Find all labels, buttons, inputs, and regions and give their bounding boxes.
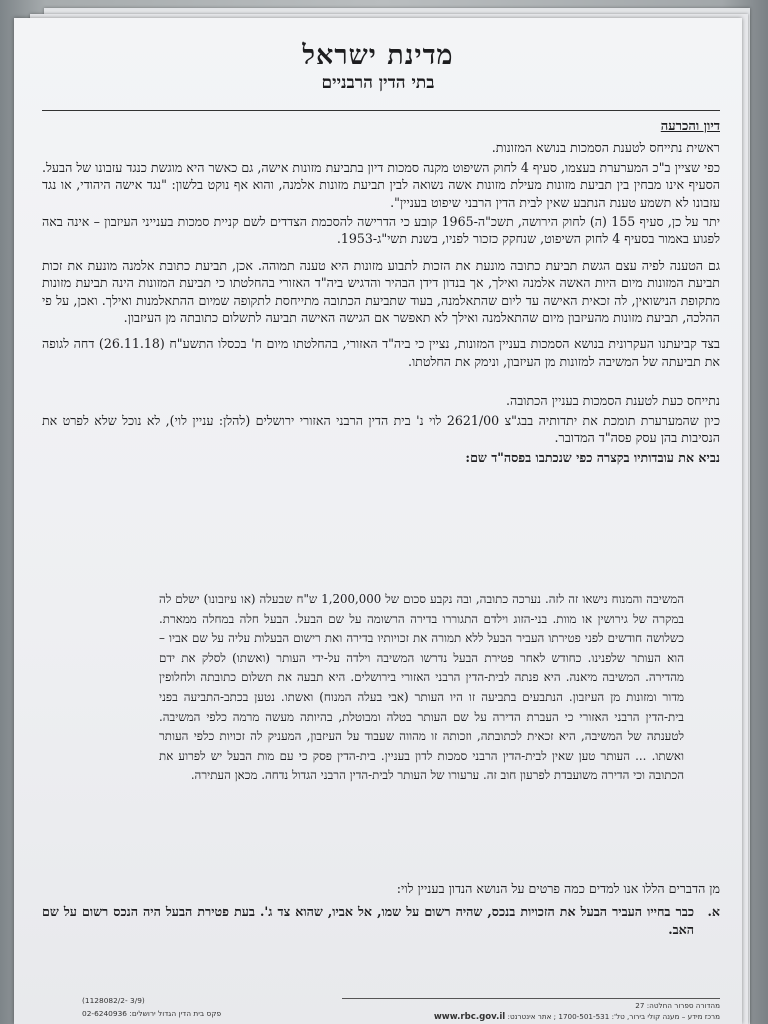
list-marker: א.: [707, 904, 720, 920]
paragraph: גם הטענה לפיה עצם הגשת תביעת כתובה מונעת את הזכות לתבוע מזונות היא טענה תמוהה. אכן, תביעת כתובת אלמנה מונעת את זכות תביעת המזונות מיום היות האשה אלמנה ואילך, אך בנדון דידן הבהיר והדגיש ביה"ד האזורי בהחלטתו כי תביעת המזונות הינה תביעת מזונות מתקופת הנישואין, לה זכאית האישה עד ליום שהתאלמנה, בעוד שתביעת הכתובה מתייחסת לתקופה שמיום ההתאלמנות ואילך. ואכן, על פי ההלכה, תביעת מזונות מהעיזבון מיום שהתאלמנה ואילך לא תאפשר אם הגישה האישה תביעה לתשלום כתובתה מן העיזבון.: [42, 257, 720, 326]
footer-contact-line: [340, 1011, 720, 1023]
paragraph: כפי שציין ב"כ המערערת בעצמו, סעיף 4 לחוק השיפוט מקנה סמכות דיון בתביעת מזונות אישה, גם כאשר היא מוגשת כנגד עזבונו של הבעל. הסעיף אינו מבחין בין תביעת מזונות מעילת מזונות אשה נשואה לבין תביעת מזונות אלמנה, והוא אף נוקט בלשון: "נגד אישה היהודי, או נגד עזבונו לא תשמע טענת הנתבע שאין לבית הדין הרבני שיפוט בעניין".: [42, 159, 720, 210]
paragraph: נתייחס כעת לטענת הסמכות בעניין הכתובה.: [505, 393, 720, 409]
paragraph: כיון שהמערערת תומכת את יתדותיה בבג"צ 2621/00 לוי נ' בית הדין הרבני האזורי ירושלים (להלן: עניין לוי), לא נוכל שלא לפרט את הנסיבות בהן עסק פסה"ד המדובר.: [42, 412, 720, 446]
footer-contact-text: מרכז מידע – מענה קולי בירור, טל': 1700-501-531 ; אתר אינטרנט:: [507, 1012, 720, 1021]
footer-contact: [340, 1000, 720, 1023]
footer-edition: מהדורה ספרור החלטה: 27: [635, 1001, 720, 1010]
closing-section: [42, 880, 720, 938]
paragraph: נביא את עובדותיו בקצרה כפי שנכתבו בפסה"ד שם:: [465, 449, 720, 465]
list-item: [42, 903, 720, 938]
closing-intro: מן הדברים הללו אנו למדים כמה פרטים על הנושא הנדון בעניין לוי:: [396, 881, 720, 896]
body-text: [42, 118, 720, 475]
document-header: [14, 40, 742, 93]
paragraph: ראשית נתייחס לטענת הסמכות בנושא המזונות.: [491, 140, 720, 156]
paragraph: יתר על כן, סעיף 155 (ה) לחוק הירושה, תשכ"ה-1965 קובע כי הדרישה להסכמת הצדדים לשם קניית סמכות בענייני העיזבון – אינה באה לפגוע באמור בסעיף 4 לחוק השיפוט, שנחקק כזכור לפניו, בשנת תשי"ג-1953.: [42, 214, 720, 247]
footer-website-link[interactable]: www.rbc.gov.il: [433, 1012, 506, 1022]
document-page: [14, 18, 742, 1024]
footer-divider: [342, 998, 720, 999]
block-quote: המשיבה והמנוח נישאו זה לזה. נערכה כתובה, ובה נקבע סכום של 1,200,000 ש"ח שבעלה (או עיזבונו) ישלם לה במקרה של גירושין או מוות. בני-הזוג וילדם התגוררו בדירה הרשומה על שם הבעל. הבעל חלה במחלה ממארת. כשלושה חודשים לפני פטירתו העביר הבעל ללא תמורה את זכויותיו בדירה ואת רישום הבעלות עליה על שם אביו – הוא העותר שלפנינו. כחודש לאחר פטירת הבעל נדרשו המשיבה וילדה על-ידי העותר (ואשתו) לסלק את ידם מהדירה. המשיבה מיאנה. היא פנתה לבית-הדין הרבני האזורי בירושלים. היא תבעה את תשלום כתובתה ולחלופין מדור ומזונות מן העיזבון. הנתבעים בתביעה זו היו העותר (אבי בעלה המנוח) ואשתו. נטען בכתב-התביעה בפני בית-הדין הרבני האזורי כי העברת הדירה על שם העותר בטלה ומבוטלת, בהיותה מעשה מרמה כלפי המשיבה. לטענתה של המשיבה, היא זכאית לכתובתה, וזכותה זו מהווה שעבוד על העיזבון, המעניק לה זכויות כלפי העותר ואשתו. ... העותר טען שאין לבית-הדין הרבני סמכות לדון בעניין. בית-הדין פסק כי עם מות הבעל יש לפרוע את הכתובה וכי הדירה משועבדת לפרעון חוב זה. ערעורו של העותר לבית-הדין הרבני הגדול נדחה. מכאן העתירה.: [159, 592, 684, 783]
section-title: דיון והכרעה: [660, 119, 720, 134]
state-title: מדינת ישראל: [302, 40, 454, 71]
case-number: (1128082/2- 3/9): [82, 996, 145, 1005]
list-item-text: כבר בחייו העביר הבעל את הזכויות בנכס, שהיה רשום על שמו, אל אביו, שהוא צד ג'. בעת פטירת הבעל היה הנכס רשום על שם האב.: [42, 904, 694, 937]
paragraph: בצד קביעתנו העקרונית בנושא הסמכות בעניין המזונות, נציין כי ביה"ד האזורי, בהחלטתו מיום ח' בכסלו התשע"ח (26.11.18) דחה לגופה את תביעתה של המשיבה למזונות מן העיזבון, ונימק את החלטתו.: [42, 336, 720, 369]
fax-number: פקס בית הדין הגדול ירושלים: 02-6240936: [82, 1009, 222, 1018]
court-title: בתי הדין הרבניים: [321, 73, 435, 93]
header-divider: [42, 110, 720, 111]
footer-case-info: [82, 994, 282, 1020]
